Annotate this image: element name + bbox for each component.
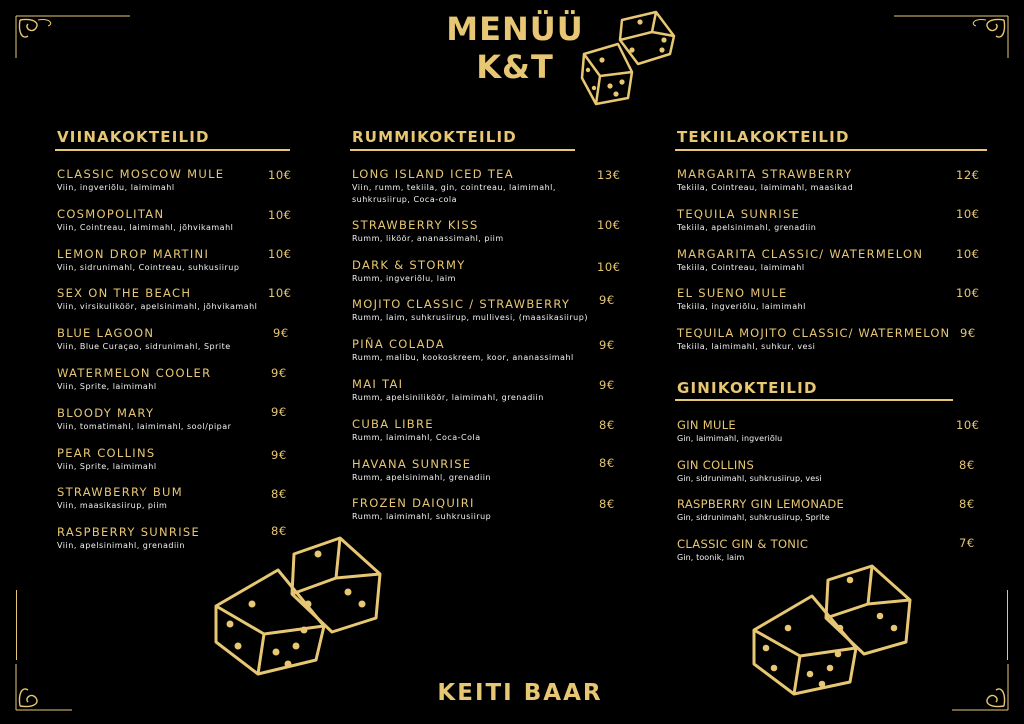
footer-bar-name: KEITI BAAR <box>437 680 603 706</box>
menu-item-description: Tekiila, Cointreau, laimimahl <box>677 263 805 272</box>
menu-item <box>57 247 239 274</box>
menu-item-name: EL SUENO MULE <box>677 286 788 300</box>
menu-item-name: GIN MULE <box>677 418 736 432</box>
menu-item-price: 10€ <box>268 208 292 222</box>
menu-item-description: Viin, tomatimahl, laimimahl, sool/pipar <box>57 422 232 431</box>
menu-item-description: Viin, maasikasiirup, piim <box>57 501 168 510</box>
menu-item-name: SEX ON THE BEACH <box>57 286 192 300</box>
menu-item-name: BLUE LAGOON <box>57 326 155 340</box>
menu-item-description: Tekiila, apelsinimahl, grenadiin <box>677 223 817 232</box>
menu-item-description: Rumm, apelsinimahl, grenadiin <box>352 473 492 482</box>
menu-item-price: 8€ <box>271 524 287 538</box>
menu-item-price: 13€ <box>597 168 621 182</box>
menu-item-name: DARK & STORMY <box>352 258 466 272</box>
menu-item <box>57 446 157 473</box>
menu-item-name: CUBA LIBRE <box>352 417 434 431</box>
menu-item-name: CLASSIC MOSCOW MULE <box>57 167 225 181</box>
menu-item-description: Rumm, laimimahl, Coca-Cola <box>352 433 481 442</box>
menu-item <box>352 377 544 404</box>
menu-item-description: Viin, Sprite, laimimahl <box>57 382 157 391</box>
menu-item-price: 8€ <box>599 456 615 470</box>
menu-item <box>677 286 806 313</box>
menu-item-description: Rumm, ingveriõlu, laim <box>352 274 456 283</box>
menu-item <box>352 417 481 444</box>
menu-item <box>57 167 224 194</box>
menu-item-description: Viin, ingveriõlu, laimimahl <box>57 183 175 192</box>
menu-item-description: Viin, rumm, tekiila, gin, cointreau, laimimahl, suhkrusiirup, Coca-cola <box>352 183 556 204</box>
menu-item-name: PIÑA COLADA <box>352 337 445 351</box>
menu-item <box>352 496 491 523</box>
corner-ornament-bottom-left <box>14 664 74 712</box>
menu-item <box>57 406 231 433</box>
menu-item-name: TEQUILA MOJITO CLASSIC/ WATERMELON <box>677 326 951 340</box>
menu-item-name: RASPBERRY SUNRISE <box>57 525 201 539</box>
menu-item-description: Rumm, apelsiniliköör, laimimahl, grenadiin <box>352 393 544 402</box>
menu-item <box>352 457 491 484</box>
section-rule-rummi <box>350 149 575 151</box>
menu-item <box>677 207 816 234</box>
menu-item-price: 10€ <box>956 418 980 432</box>
menu-item-price: 10€ <box>268 286 292 300</box>
menu-item-name: BLOODY MARY <box>57 406 155 420</box>
menu-item-description: Gin, laimimahl, ingveriõlu <box>677 434 783 443</box>
menu-item-price: 9€ <box>271 405 287 419</box>
menu-item-description: Gin, sidrunimahl, suhkrusiirup, vesi <box>677 474 822 483</box>
menu-item <box>57 207 233 234</box>
menu-item-name: TEQUILA SUNRISE <box>677 207 801 221</box>
menu-item <box>677 167 853 194</box>
menu-item-description: Rumm, laim, suhkrusiirup, mullivesi, (maasikasiirup) <box>352 313 588 322</box>
menu-item <box>57 366 211 393</box>
menu-item-description: Gin, toonik, laim <box>677 553 745 562</box>
menu-item-price: 9€ <box>271 448 287 462</box>
section-title-viina: VIINAKOKTEILID <box>57 128 210 146</box>
dice-icon <box>212 534 384 678</box>
menu-item-name: PEAR COLLINS <box>57 446 156 460</box>
menu-item <box>352 167 562 206</box>
section-title-tekiila: TEKIILAKOKTEILID <box>677 128 850 146</box>
dice-icon <box>750 562 914 698</box>
menu-item <box>57 485 183 512</box>
menu-item-price: 8€ <box>271 487 287 501</box>
menu-item-price: 7€ <box>959 536 975 550</box>
menu-item-price: 9€ <box>960 326 976 340</box>
menu-item-price: 12€ <box>956 168 980 182</box>
menu-item-name: WATERMELON COOLER <box>57 366 212 380</box>
menu-item <box>352 337 574 364</box>
menu-item <box>677 247 923 274</box>
menu-item-description: Viin, Sprite, laimimahl <box>57 462 157 471</box>
menu-item-price: 9€ <box>271 366 287 380</box>
section-rule-tekiila <box>675 149 987 151</box>
menu-item-price: 8€ <box>959 497 975 511</box>
menu-item-description: Viin, Blue Curaçao, sidrunimahl, Sprite <box>57 342 231 351</box>
menu-item <box>57 326 231 353</box>
menu-item-price: 10€ <box>597 260 621 274</box>
menu-item-description: Rumm, malibu, kookoskreem, koor, ananassimahl <box>352 353 574 362</box>
menu-item-price: 10€ <box>956 207 980 221</box>
menu-item-price: 8€ <box>959 458 975 472</box>
menu-item <box>352 218 504 245</box>
menu-item <box>677 458 822 485</box>
menu-item-price: 9€ <box>273 326 289 340</box>
menu-item-name: CLASSIC GIN & TONIC <box>677 537 809 551</box>
menu-item-price: 10€ <box>268 168 292 182</box>
menu-item-price: 10€ <box>268 247 292 261</box>
border-line-left <box>16 590 17 660</box>
menu-item <box>677 537 808 564</box>
menu-item-description: Rumm, laimimahl, suhkrusiirup <box>352 512 492 521</box>
menu-item-price: 9€ <box>599 293 615 307</box>
menu-item <box>677 326 950 353</box>
menu-item-name: MARGARITA STRAWBERRY <box>677 167 853 181</box>
menu-item-description: Viin, apelsinimahl, grenadiin <box>57 541 185 550</box>
menu-item-name: RASPBERRY GIN LEMONADE <box>677 497 845 511</box>
menu-item <box>677 418 782 445</box>
border-line-right <box>1007 590 1008 660</box>
menu-item-description: Tekiila, Cointreau, laimimahl, maasikad <box>677 183 854 192</box>
menu-item-price: 8€ <box>599 418 615 432</box>
menu-item-name: FROZEN DAIQUIRI <box>352 496 475 510</box>
menu-item-description: Rumm, liköör, ananassimahl, piim <box>352 234 504 243</box>
menu-item-name: COSMOPOLITAN <box>57 207 165 221</box>
menu-item <box>352 258 466 285</box>
menu-item-description: Viin, Cointreau, laimimahl, jõhvikamahl <box>57 223 234 232</box>
corner-ornament-top-left <box>14 14 132 60</box>
menu-item-description: Tekiila, ingveriõlu, laimimahl <box>677 302 806 311</box>
menu-item-price: 10€ <box>956 286 980 300</box>
menu-item-name: MOJITO CLASSIC / STRAWBERRY <box>352 297 571 311</box>
menu-item-name: LEMON DROP MARTINI <box>57 247 210 261</box>
menu-item-price: 9€ <box>599 378 615 392</box>
section-title-rummi: RUMMIKOKTEILID <box>352 128 517 146</box>
section-title-gini: GINIKOKTEILID <box>677 379 818 397</box>
corner-ornament-bottom-right <box>950 664 1010 712</box>
title-line-2: K&T <box>476 48 554 86</box>
section-rule-viina <box>55 149 290 151</box>
menu-item-name: HAVANA SUNRISE <box>352 457 472 471</box>
menu-item-description: Viin, sidrunimahl, Cointreau, suhkusiirup <box>57 263 240 272</box>
dice-icon <box>578 10 678 106</box>
title-line-1: MENÜÜ <box>446 10 584 48</box>
menu-item-name: GIN COLLINS <box>677 458 755 472</box>
menu-item-description: Tekiila, laimimahl, suhkur, vesi <box>677 342 816 351</box>
section-rule-gini <box>675 399 953 401</box>
menu-item-description: Gin, sidrunimahl, suhkrusiirup, Sprite <box>677 513 830 522</box>
menu-item-name: MARGARITA CLASSIC/ WATERMELON <box>677 247 924 261</box>
menu-item-price: 9€ <box>599 338 615 352</box>
corner-ornament-top-right <box>892 14 1010 60</box>
menu-item-price: 10€ <box>956 247 980 261</box>
menu-item <box>57 525 200 552</box>
menu-item-name: MAI TAI <box>352 377 404 391</box>
menu-item <box>677 497 844 524</box>
menu-item-price: 10€ <box>597 218 621 232</box>
menu-item <box>352 297 588 324</box>
menu-item-name: LONG ISLAND ICED TEA <box>352 167 514 181</box>
menu-item-description: Viin, virsikuliköör, apelsinimahl, jõhvikamahl <box>57 302 258 311</box>
menu-item-name: STRAWBERRY BUM <box>57 485 183 499</box>
menu-item-price: 8€ <box>599 497 615 511</box>
menu-item-name: STRAWBERRY KISS <box>352 218 479 232</box>
menu-item <box>57 286 257 313</box>
